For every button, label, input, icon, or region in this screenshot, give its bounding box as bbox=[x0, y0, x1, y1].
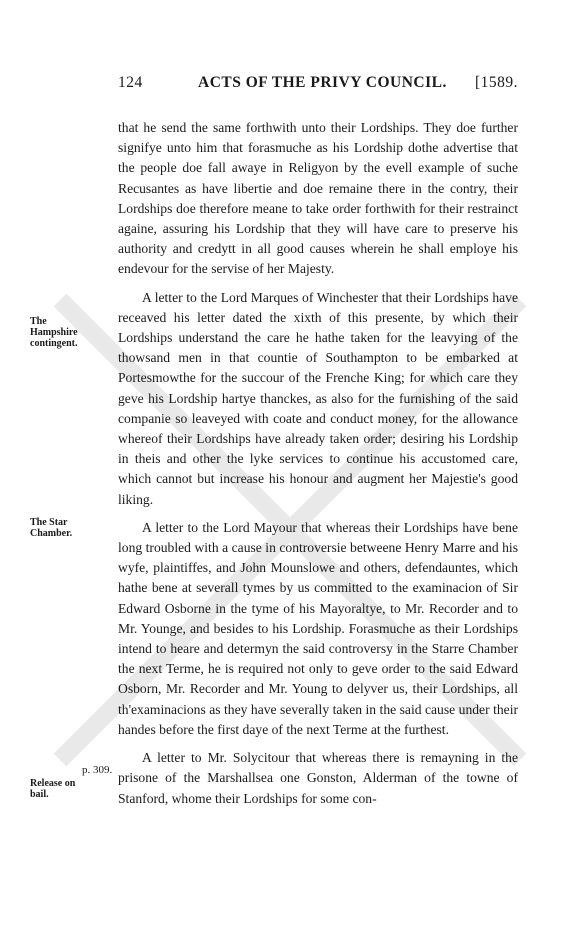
page-number: 124 bbox=[118, 74, 143, 91]
margin-note-release: Release on bail. bbox=[30, 778, 76, 800]
margin-note-star-chamber: The Star Chamber. bbox=[30, 517, 73, 539]
paragraph-release-letter: A letter to Mr. Solycitour that whereas there is remayning in the prisone of the Marshallsea one Gonston, Alderman of the towne of Stanford, whome their Lordships for some con- bbox=[118, 750, 518, 806]
running-title: ACTS OF THE PRIVY COUNCIL. bbox=[198, 74, 447, 91]
paragraph-hampshire-letter: A letter to the Lord Marques of Winchester that their Lordships have receaved his letter dated the xixth of this presente, by which their Lordships understand the care he hathe taken for the leavying of the thowsand men in that countie of Southampton to be embarked at Portesmowthe for the succour of the Frenche King; for which care they geve his Lordship hartye thanckes, as also for the furnishing of the said companie so leaveyed with coate and conduct money, for the allowance whereof their Lordships have already taken order; desiring his Lordship in theis and other the lyke services to continue his accustomed care, which cannot but increase his honour and augment her Majestie's good liking. bbox=[118, 289, 518, 507]
margin-note-hampshire: The Hampshire contingent. bbox=[30, 316, 78, 349]
margin-page-reference: p. 309. bbox=[82, 764, 113, 776]
body-text bbox=[118, 118, 518, 809]
page-header bbox=[118, 74, 518, 96]
running-year: [1589. bbox=[474, 74, 518, 91]
paragraph-star-chamber-letter: A letter to the Lord Mayour that whereas their Lordships have bene long troubled with a cause in controversie betweene Henry Marre and his wyfe, plaintiffes, and John Mounslowe and others, defendauntes, which hathe bene at severall tymes by us committed to the examinacion of Sir Edward Osborne in the tyme of his Mayoraltye, to Mr. Recorder and to Mr. Younge, and besides to his Lordship. Forasmuche as their Lordships intend to heare and determyn the said controversy in the Starre Chamber the next Terme, he is required not only to geve order to the said Edward Osborn, Mr. Recorder and Mr. Young to delyver us, their Lordships, all th'examinacions as they have severally taken in the said cause under their handes before the first daye of the next Terme at the furthest. bbox=[118, 519, 518, 737]
paragraph-continuation: that he send the same forthwith unto their Lordships. They doe further signifye unto him that forasmuche as his Lordship dothe advertise that the people doe fall awaye in Religyon by the evell example of suche Recusantes as have libertie and doe remaine there in the contry, their Lordships doe therefore meane to take order forthwith for their restrainct againe, assuring his Lordship that they will have care to preserve his authority and credytt in all good causes wherein he shall employe his endevour for the servise of her Majesty. bbox=[118, 120, 518, 277]
